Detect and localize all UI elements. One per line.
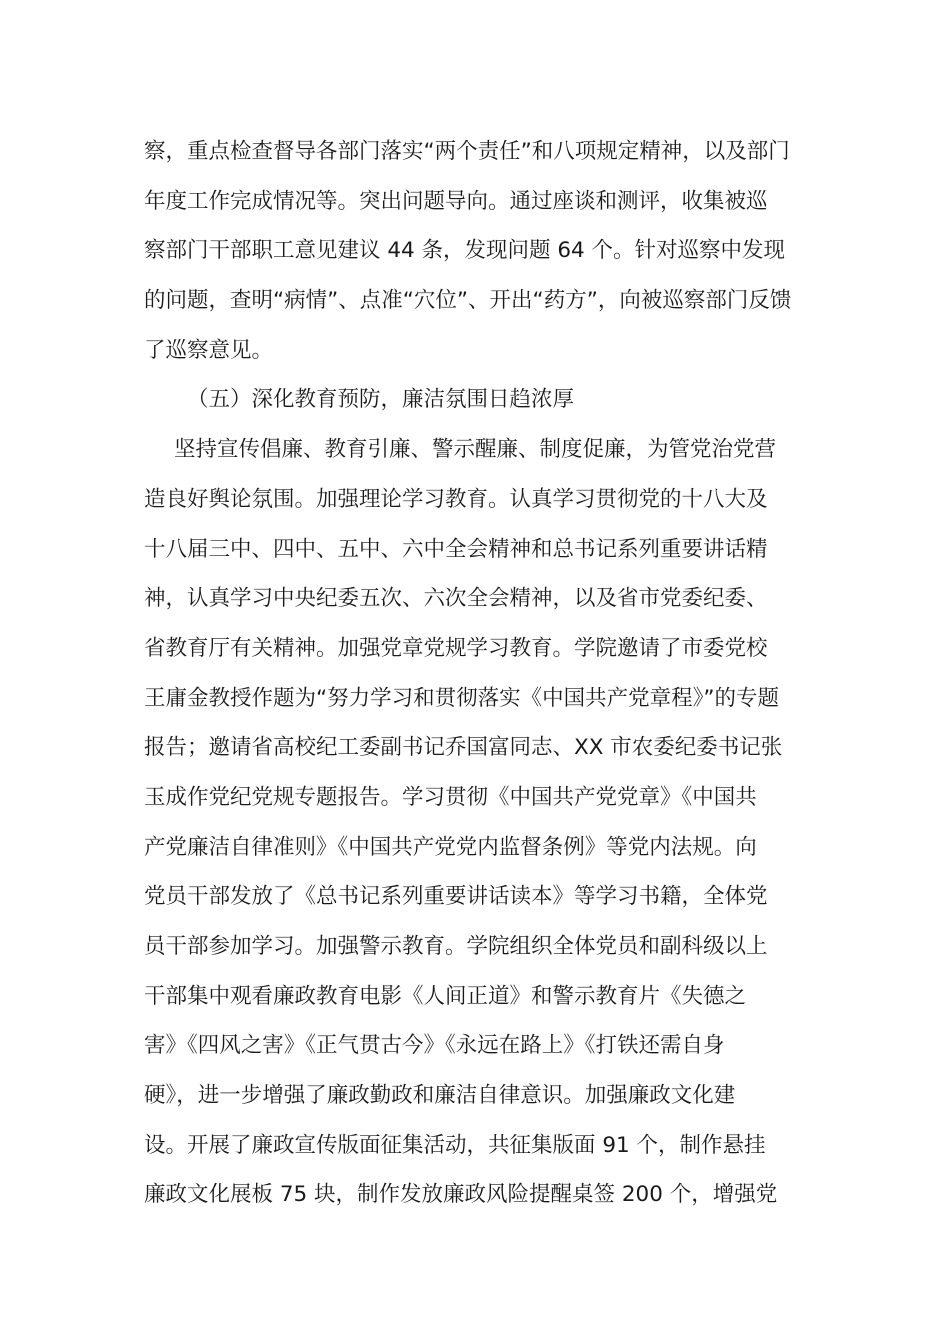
text-line: 坚持宣传倡廉、教育引廉、警示醒廉、制度促廉，为管党治党营	[174, 437, 777, 463]
text-line: 年度工作完成情况等。突出问题导向。通过座谈和测评，收集被巡	[144, 188, 768, 214]
text-line: 报告；邀请省高校纪工委副书记乔国富同志、XX 市农委纪委书记张	[144, 735, 783, 761]
paragraph-education	[144, 425, 808, 1220]
text-line: 害》《四风之害》《正气贯古今》《永远在路上》《打铁还需自身	[144, 1033, 725, 1059]
text-line: 党员干部发放了《总书记系列重要讲话读本》等学习书籍，全体党	[144, 884, 768, 910]
text-line: 员干部参加学习。加强警示教育。学院组织全体党员和副科级以上	[144, 934, 768, 959]
paragraph-continuation	[144, 127, 808, 375]
text-line: 硬》，进一步增强了廉政勤政和廉洁自律意识。加强廉政文化建	[144, 1083, 736, 1109]
text-line: 察，重点检查督导各部门落实“两个责任”和八项规定精神，以及部门	[144, 139, 790, 164]
section-heading: （五）深化教育预防，廉洁氛围日趋浓厚	[187, 387, 575, 413]
text-line: 十八届三中、四中、五中、六中全会精神和总书记系列重要讲话精	[144, 536, 768, 562]
text-line: 产党廉洁自律准则》《中国共产党党内监督条例》等党内法规。向	[144, 834, 757, 860]
text-line: 的问题，查明“病情”、点准“穴位”、开出“药方”，向被巡察部门反馈	[144, 288, 792, 314]
text-line: 干部集中观看廉政教育电影《人间正道》和警示教育片《失德之	[144, 983, 747, 1009]
text-line: 察部门干部职工意见建议 44 条，发现问题 64 个。针对巡察中发现	[144, 238, 786, 264]
text-line: 造良好舆论氛围。加强理论学习教育。认真学习贯彻党的十八大及	[144, 486, 768, 512]
document-page	[144, 127, 808, 1220]
text-line: 廉政文化展板 75 块，制作发放廉政风险提醒桌签 200 个，增强党	[144, 1182, 778, 1208]
text-line: 神，认真学习中央纪委五次、六次全会精神，以及省市党委纪委、	[144, 586, 768, 612]
text-line: 省教育厅有关精神。加强党章党规学习教育。学院邀请了市委党校	[144, 635, 768, 661]
text-line: 设。开展了廉政宣传版面征集活动，共征集版面 91 个，制作悬挂	[144, 1132, 766, 1158]
text-line: 了巡察意见。	[144, 337, 274, 363]
text-line: 王庸金教授作题为“努力学习和贯彻落实《中国共产党章程》”的专题	[144, 685, 780, 711]
text-line: 玉成作党纪党规专题报告。学习贯彻《中国共产党党章》《中国共	[144, 784, 757, 810]
